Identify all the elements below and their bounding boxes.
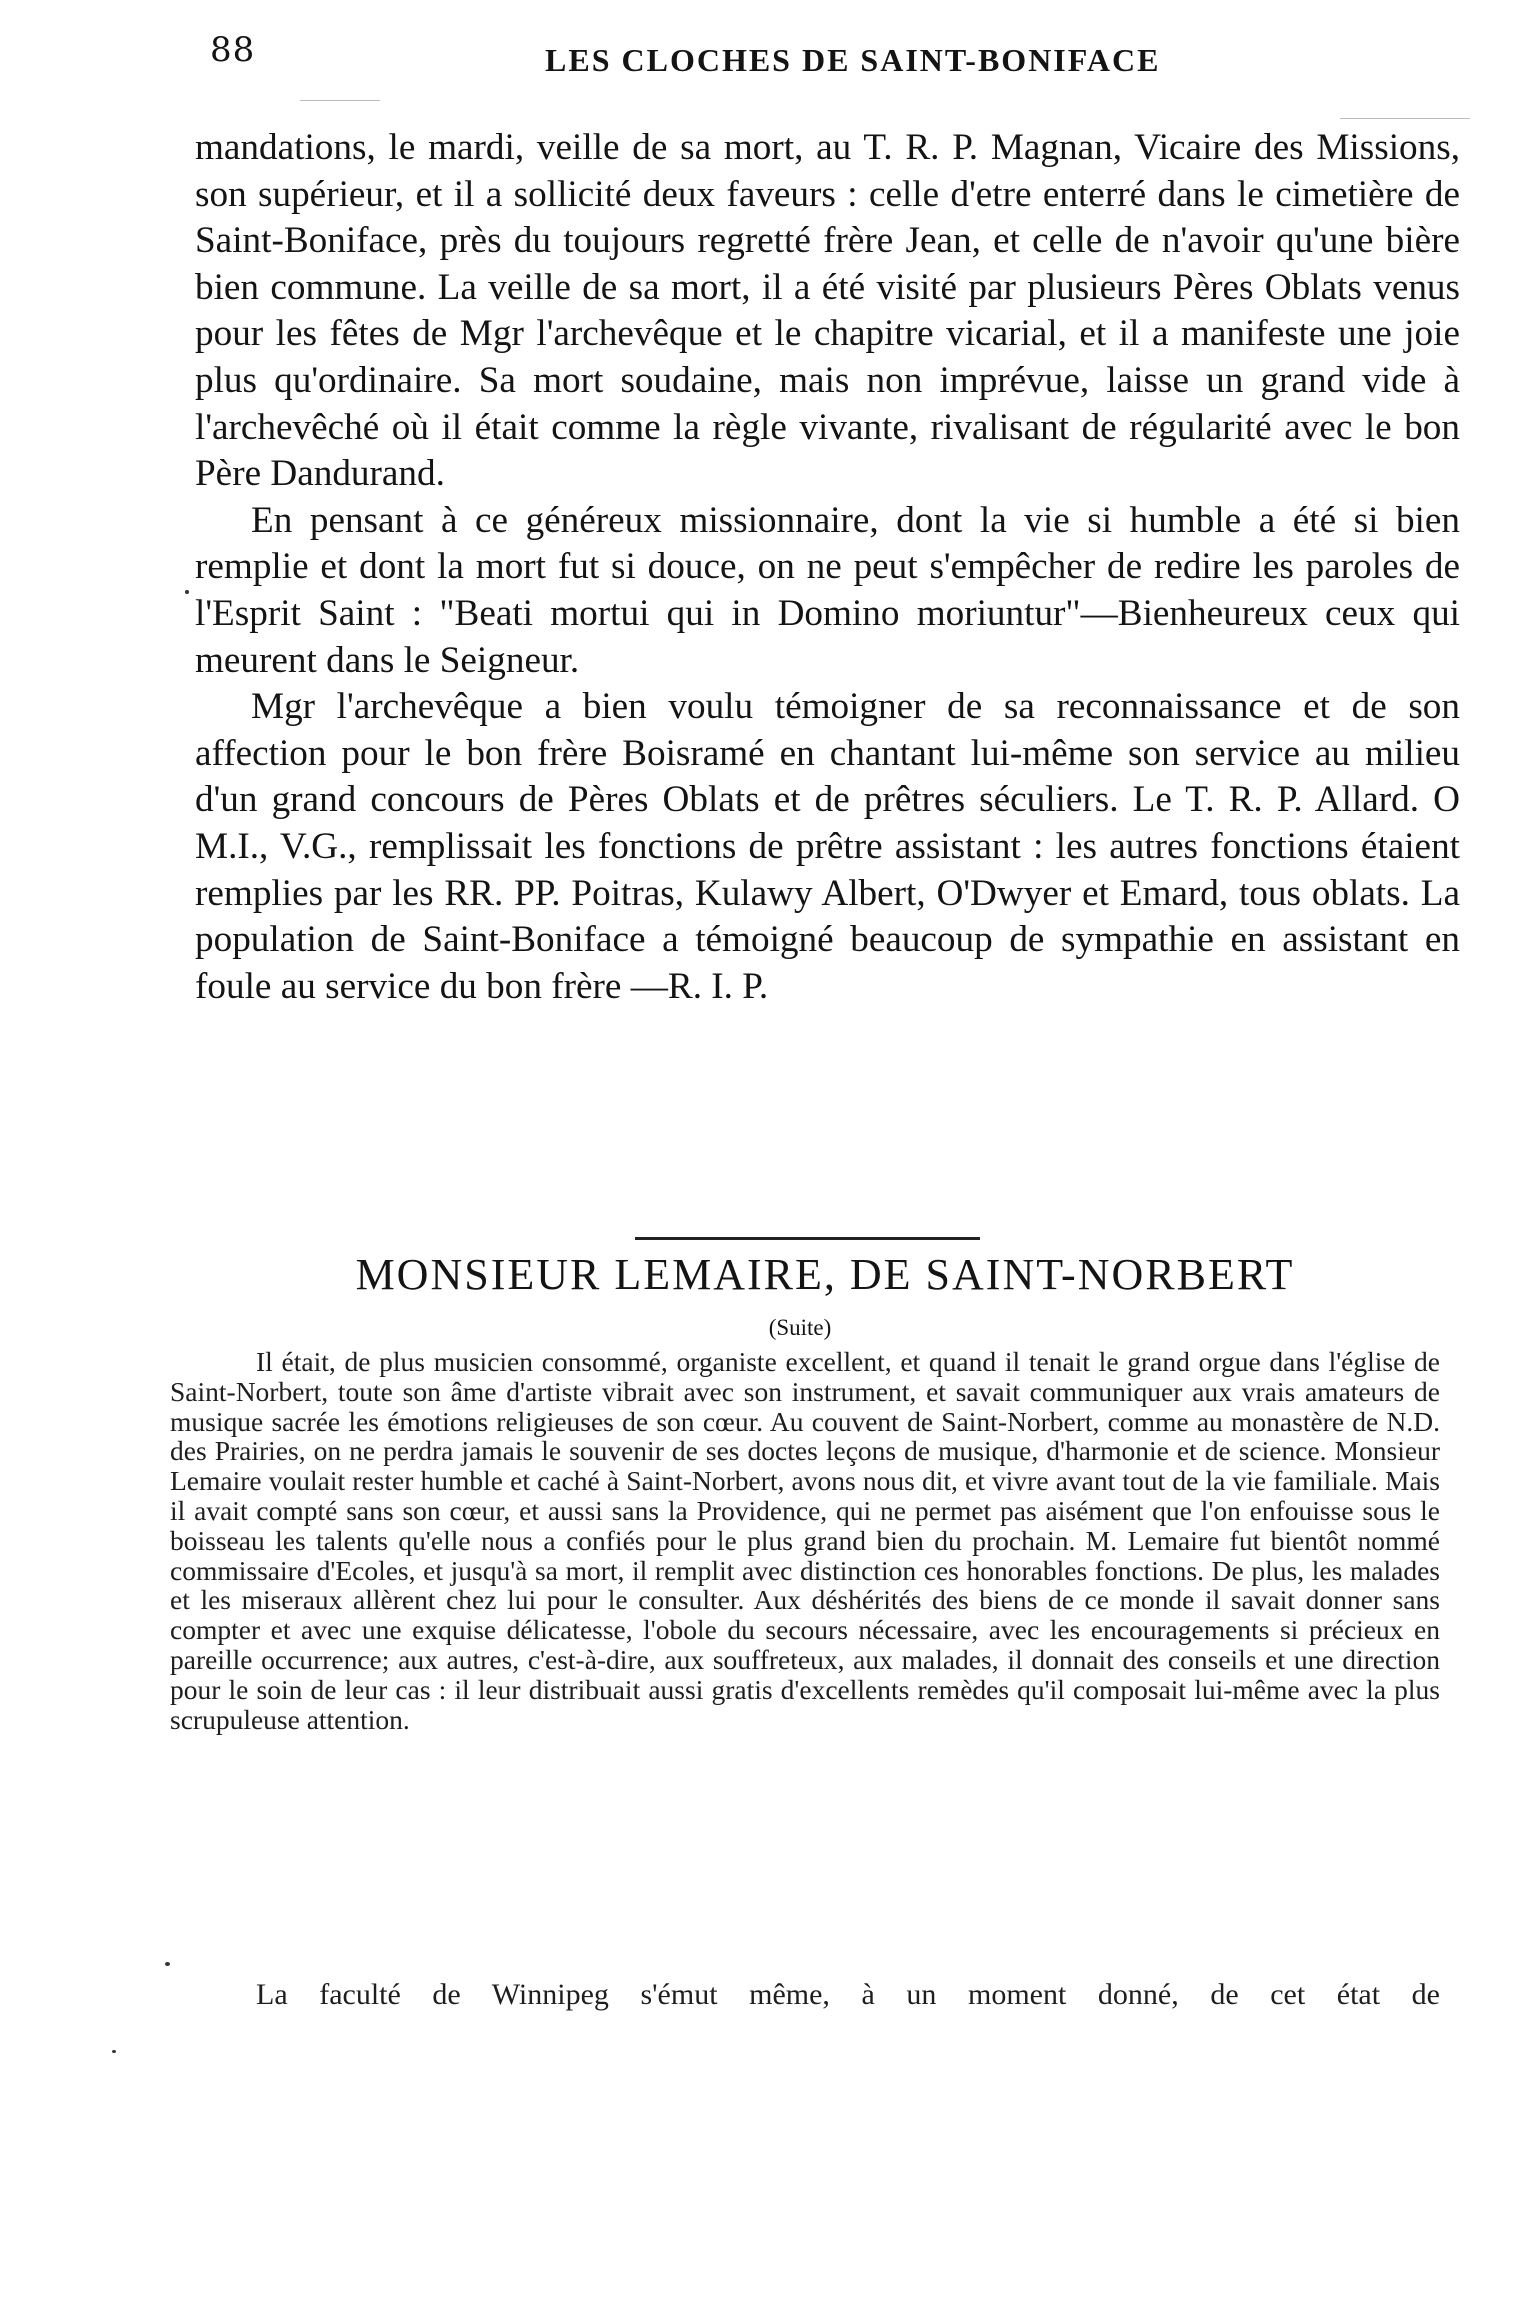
- print-speck: [185, 590, 189, 594]
- paragraph-boisrame-death: mandations, le mardi, veille de sa mort, au T. R. P. Magnan, Vicaire des Missions, son supérieur, et il a sollicité deux faveurs : celle d'etre enterré dans le cimetière de Saint-Boniface, près du toujours regretté frère Jean, et celle de n'avoir qu'une bière bien commune. La veille de sa mort, il a été visité par plusieurs Pères Oblats venus pour les fêtes de Mgr l'archevêque et le chapitre vicarial, et il a manifeste une joie plus qu'ordinaire. Sa mort soudaine, mais non imprévue, laisse un grand vide à l'archevêché où il était comme la règle vivante, rivalisant de régularité avec le bon Père Dandurand.: [195, 127, 1460, 495]
- section-divider: [635, 1237, 980, 1240]
- header-rule-right: [1340, 118, 1470, 119]
- page-number: 88: [210, 30, 256, 70]
- lemaire-article: [170, 1347, 1440, 1734]
- header-rule: [300, 100, 380, 101]
- section-title: MONSIEUR LEMAIRE, DE SAINT-NORBERT: [355, 1250, 1295, 1299]
- running-title: LES CLOCHES DE SAINT-BONIFACE: [545, 42, 1161, 78]
- page-header: [205, 30, 1445, 90]
- print-speck: [112, 2050, 116, 2053]
- paragraph-lemaire-musician: Il était, de plus musicien consommé, organiste excellent, et quand il tenait le grand orgue dans l'église de Saint-Norbert, toute son âme d'artiste vibrait avec son instrument, et savait communiquer aux vrais amateurs de musique sacrée les émotions religieuses de son cœur. Au couvent de Saint-Norbert, comme au monastère de N.D. des Prairies, on ne perdra jamais le souvenir de ses doctes leçons de musique, d'harmonie et de science. Monsieur Lemaire voulait rester humble et caché à Saint-Norbert, avons nous dit, et vivre avant tout de la vie familiale. Mais il avait compté sans son cœur, et aussi sans la Providence, qui ne permet pas aisément que l'on enfouisse sous le boisseau les talents qu'elle nous a confiés pour le plus grand bien du prochain. M. Lemaire fut bientôt nommé commissaire d'Ecoles, et jusqu'à sa mort, il remplit avec distinction ces honorables fonctions. De plus, les malades et les miseraux allèrent chez lui pour le consulter. Aux déshérités des biens de ce monde il savait donner sans compter et avec une exquise délicatesse, l'obole du secours nécessaire, avec les encouragements si précieux en pareille occurrence; aux autres, c'est-à-dire, aux souffreteux, aux malades, il donnait des conseils et une direction pour le soin de leur cas : il leur distribuait aussi gratis d'excellents remèdes qu'il composait lui-même avec la plus scrupuleuse attention.: [170, 1346, 1440, 1735]
- continued-article: [195, 125, 1460, 1010]
- section-subtitle: (Suite): [768, 1315, 832, 1340]
- paragraph-faculty-winnipeg: La faculté de Winnipeg s'émut même, à un moment donné, de cet état de: [256, 1978, 1440, 2011]
- print-speck: [165, 1962, 170, 1966]
- paragraph-beati-mortui: En pensant à ce généreux missionnaire, dont la vie si humble a été si bien remplie et dont la mort fut si douce, on ne peut s'empêcher de redire les paroles de l'Esprit Saint : "Beati mortui qui in Domino moriuntur"—Bienheureux ceux qui meurent dans le Seigneur.: [195, 499, 1460, 681]
- paragraph-funeral-service: Mgr l'archevêque a bien voulu témoigner de sa reconnaissance et de son affection pour le bon frère Boisramé en chantant lui-même son service au milieu d'un grand concours de Pères Oblats et de prêtres séculiers. Le T. R. P. Allard. O M.I., V.G., remplissait les fonctions de prêtre assistant : les autres fonctions étaient remplies par les RR. PP. Poitras, Kulawy Albert, O'Dwyer et Emard, tous oblats. La population de Saint-Boniface a témoigné beaucoup de sympathie en assistant en foule au service du bon frère —R. I. P.: [195, 686, 1460, 1007]
